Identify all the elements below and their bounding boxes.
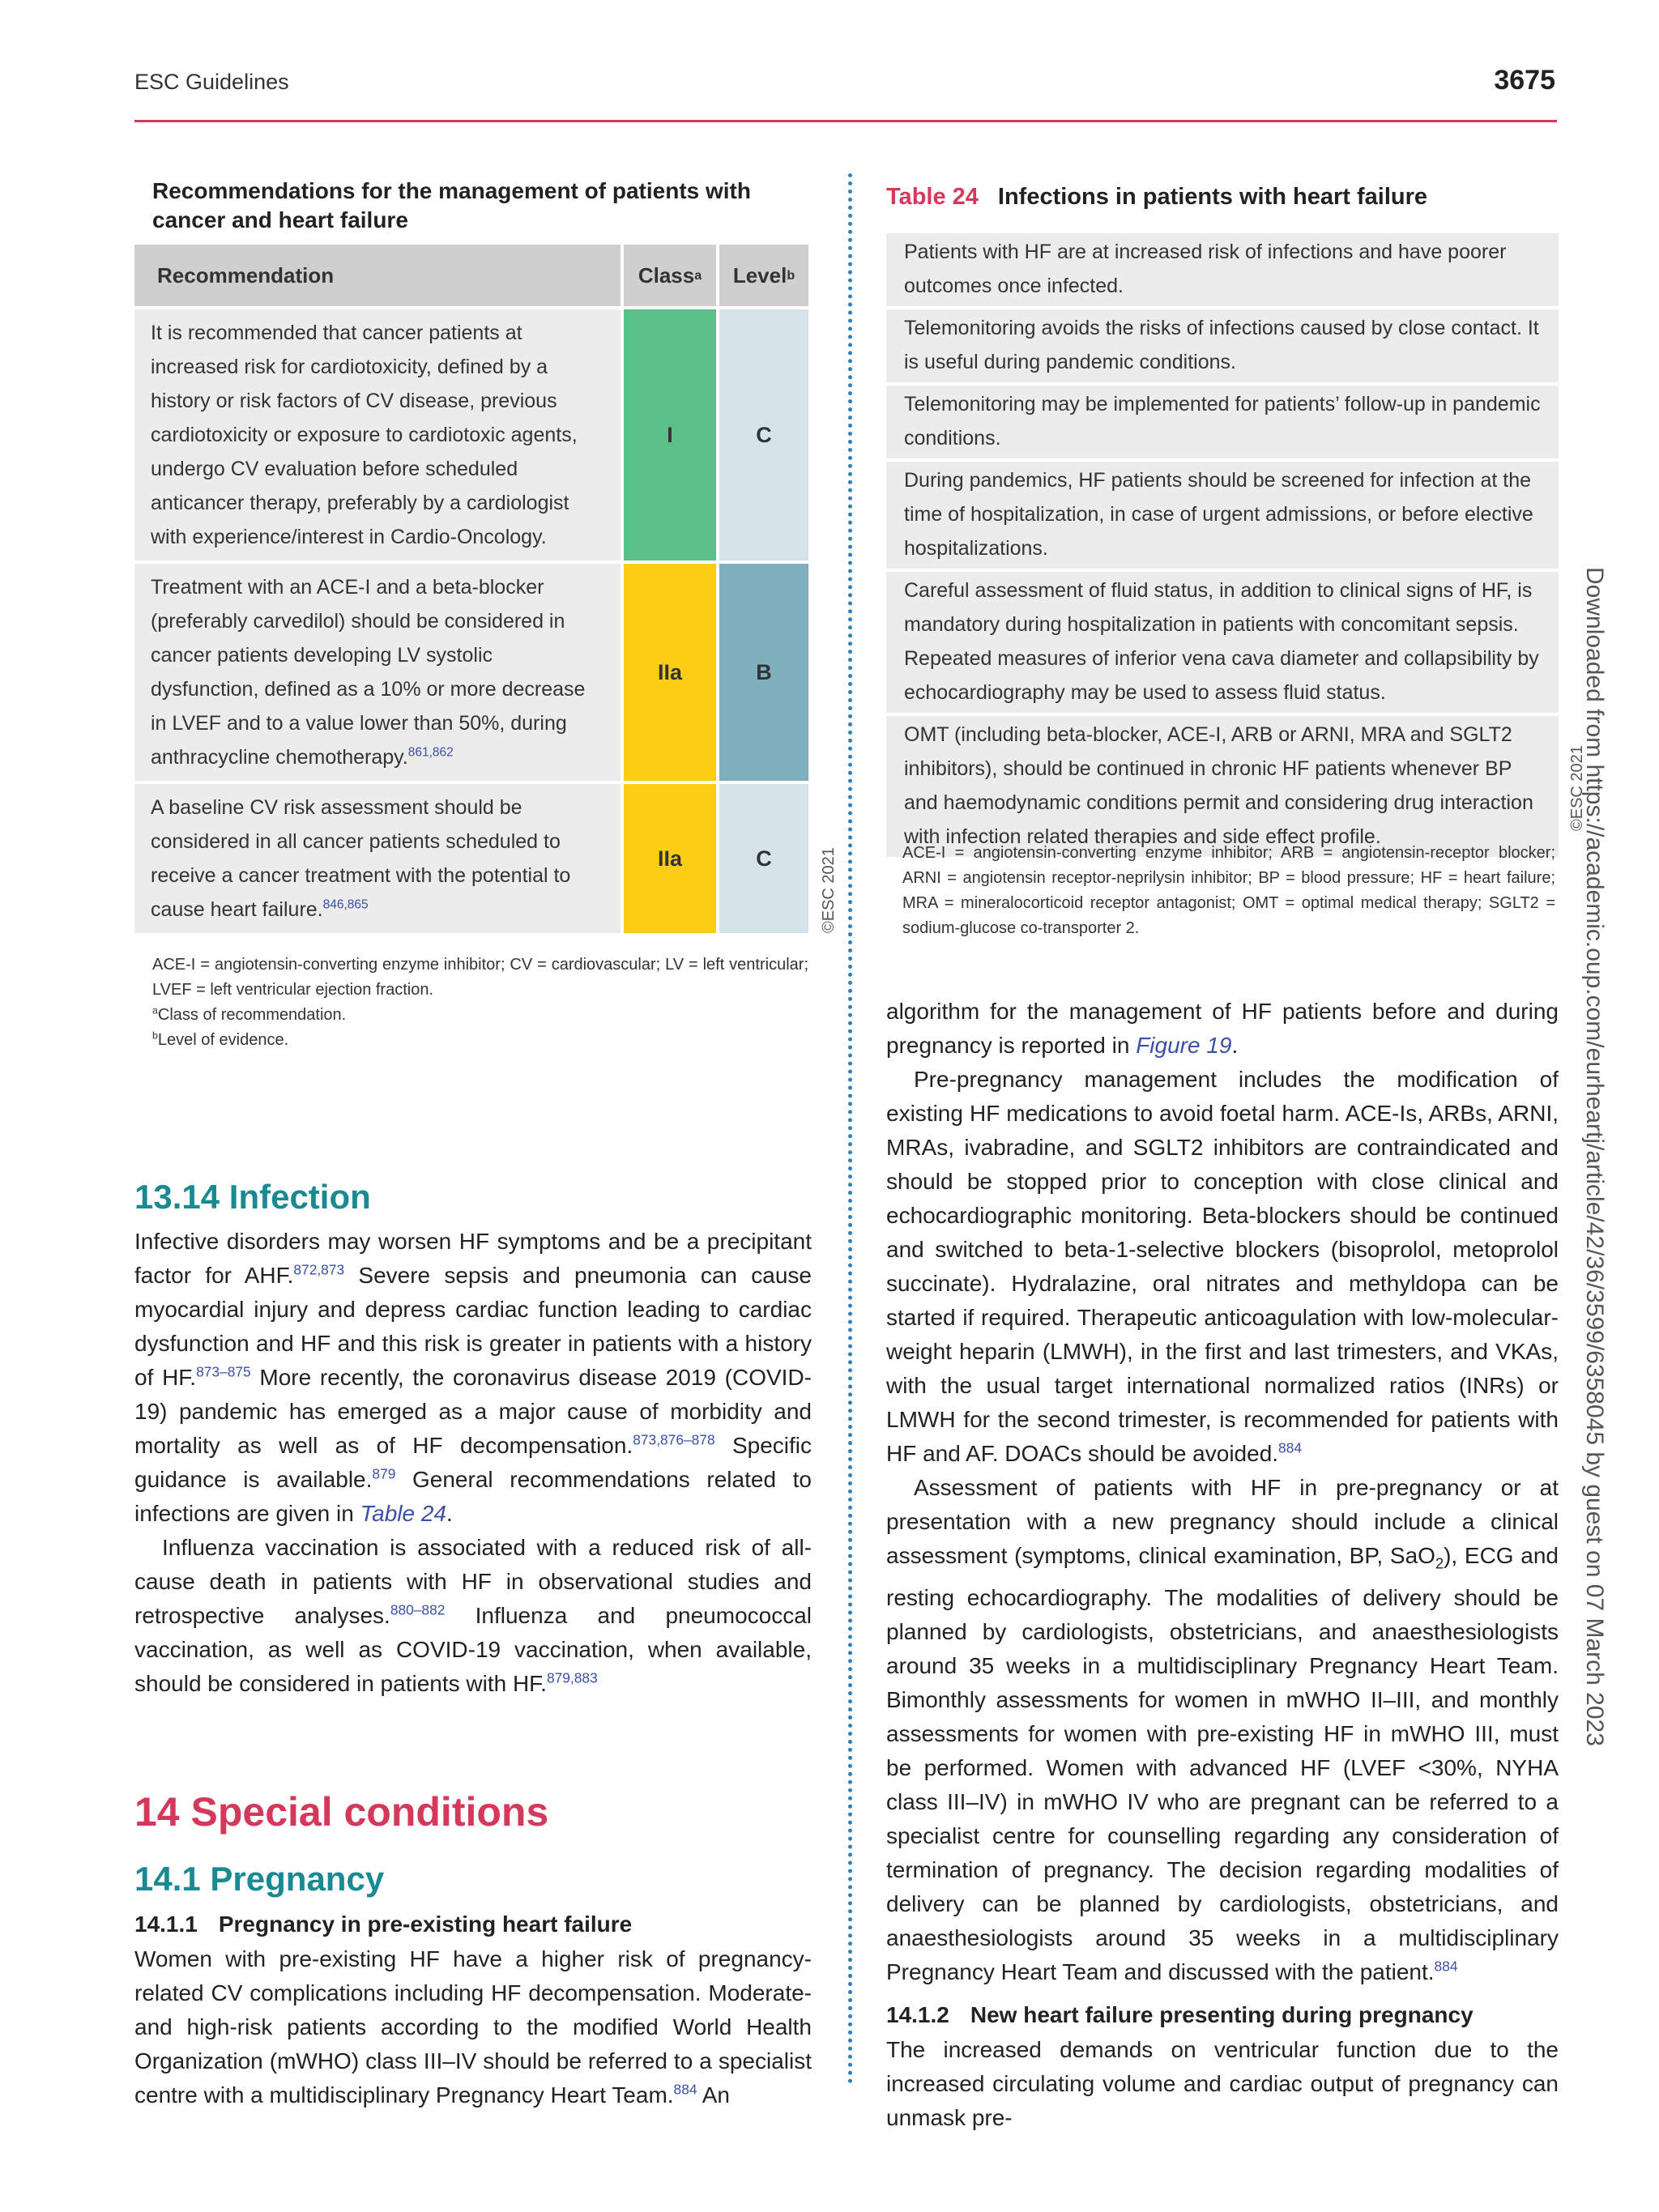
section-heading-14-1: 14.1 Pregnancy (134, 1860, 385, 1898)
table-row: Careful assessment of fluid status, in addition to clinical signs of HF, is mandatory during hospitalization in patients with concomitant sepsis. Repeated measures of inferior vena cava diameter and collapsibility by echocardiography may be used to assess fluid status. (886, 572, 1559, 713)
section-13-14-body (134, 1225, 812, 1701)
col-header-class: Class a (624, 245, 716, 306)
table24 (886, 233, 1559, 860)
rec-text: It is recommended that cancer patients at increased risk for cardiotoxicity, defined by a history or risk factors of CV disease, previous cardiotoxicity or exposure to cardiotoxic agents, undergo CV evaluation before scheduled anticancer therapy, preferably by a cardiologist with experience/interest in Cardio-Oncology. (134, 309, 621, 560)
citation[interactable]: 884 (1278, 1439, 1303, 1456)
table24-title: Table 24 Infections in patients with heart failure (886, 184, 1428, 210)
rec-text: A baseline CV risk assessment should be considered in all cancer patients scheduled to receive a cancer treatment with the potential to cause heart failure.$^{846,865}$ (134, 784, 621, 933)
section-heading-14: 14 Special conditions (134, 1789, 549, 1835)
subsection-heading-14-1-1: 14.1.1 Pregnancy in pre-existing heart failure (134, 1912, 633, 1937)
section-heading-13-14: 13.14 Infection (134, 1178, 371, 1216)
col-header-recommendation: Recommendation (134, 245, 621, 306)
table-row (134, 309, 808, 560)
table-row: OMT (including beta-blocker, ACE-I, ARB or ARNI, MRA and SGLT2 inhibitors), should be continued in chronic HF patients whenever BP and haemodynamic conditions permit and considering drug interaction with infection related therapies and side effect profile. (886, 716, 1559, 857)
paragraph: Assessment of patients with HF in pre-pregnancy or at presentation with a new pregnancy should include a clinical assessment (symptoms, clinical examination, BP, SaO$_2$), ECG and resting echocardiography. The modalities of delivery should be planned by cardiologists, obstetricians, and anaesthesiologists around 35 weeks in a multidisciplinary Pregnancy Heart Team. Bimonthly assessments for women in mWHO II–III, and monthly assessments for women with pre-existing HF in mWHO III, must be performed. Women with advanced HF (LVEF <30%, NYHA class III–IV) in mWHO IV who are pregnant can be referred to a specialist centre for counselling regarding any consideration of termination of pregnancy. The decision regarding modalities of delivery can be planned by cardiologists, obstetricians, and anaesthesiologists around 35 weeks in a multidisciplinary Pregnancy Heart Team and discussed with the patient.$^{884}$ (886, 1475, 1559, 1984)
header-rule (134, 120, 1557, 122)
col-header-level: Level b (719, 245, 808, 306)
paragraph: The increased demands on ventricular function due to the increased circulating volume and cardiac output of pregnancy can unmask pre- (886, 2037, 1559, 2130)
class-cell: IIa (624, 564, 716, 781)
right-column-body (886, 995, 1559, 1989)
rec-table-header (134, 245, 808, 306)
citation[interactable]: 861,862 (407, 745, 454, 760)
citation[interactable]: 880–882 (390, 1601, 446, 1618)
section-14-1-1-body (134, 1942, 812, 2112)
citation[interactable]: 873,876–878 (633, 1431, 715, 1448)
footnote-b: $^b$Level of evidence. (152, 1029, 289, 1049)
citation[interactable]: 879,883 (546, 1669, 598, 1686)
table-row: Patients with HF are at increased risk of infections and have poorer outcomes once infected. (886, 233, 1559, 306)
esc-copyright-rec-table: ©ESC 2021 (820, 847, 838, 933)
table-row (134, 564, 808, 781)
column-divider (848, 173, 852, 2085)
level-cell: C (719, 309, 808, 560)
recommendations-table (134, 245, 808, 933)
figure-link[interactable]: Figure 19 (1136, 1033, 1232, 1058)
page-number: 3675 (1494, 65, 1555, 96)
table24-footnote: ACE-I = angiotensin-converting enzyme inhibitor; ARB = angiotensin-receptor blocker; ARNI = angiotensin receptor-neprilysin inhibitor; BP = blood pressure; HF = heart failure; MRA = mineralocorticoid receptor antagonist; OMT = optimal medical therapy; SGLT2 = sodium-glucose co-transporter 2. (902, 844, 1555, 937)
rec-table-footnotes (152, 953, 808, 1053)
subsection-heading-14-1-2: 14.1.2 New heart failure presenting during pregnancy (886, 2002, 1473, 2027)
table-row (134, 784, 808, 933)
class-cell: I (624, 309, 716, 560)
level-cell: B (719, 564, 808, 781)
paragraph: Women with pre-existing HF have a higher risk of pregnancy-related CV complications including HF decompensation. Moderate- and high-risk patients according to the modified World Health Organization (mWHO) class III–IV should be referred to a specialist centre with a multidisciplinary Pregnancy Heart Team.$^{884}$ An (134, 1946, 812, 2108)
download-watermark: Downloaded from https://academic.oup.com/eurheartj/article/42/36/3599/6358045 by guest on 07 March 2023 (1581, 567, 1608, 1746)
rec-text: Treatment with an ACE-I and a beta-blocker (preferably carvedilol) should be considered in cancer patients developing LV systolic dysfunction, defined as a 10% or more decrease in LVEF and to a value lower than 50%, during anthracycline chemotherapy.$^{861,862}$ (134, 564, 621, 781)
section-14-1-2-body (886, 2033, 1559, 2135)
level-cell: C (719, 784, 808, 933)
table-row: During pandemics, HF patients should be screened for infection at the time of hospitalization, in case of urgent admissions, or before elective hospitalizations. (886, 462, 1559, 569)
table-row: Telemonitoring avoids the risks of infections caused by close contact. It is useful during pandemic conditions. (886, 309, 1559, 382)
citation[interactable]: 872,873 (293, 1261, 345, 1278)
citation[interactable]: 846,865 (322, 897, 369, 912)
citation[interactable]: 884 (1434, 1958, 1458, 1975)
paragraph: Influenza vaccination is associated with a reduced risk of all-cause death in patients with HF in observational studies and retrospective analyses.$^{880-882}$ Influenza and pneumococcal vaccination, as well as COVID-19 vaccination, when available, should be considered in patients with HF.$^{879,883}$ (134, 1535, 812, 1696)
footnote-abbrev: ACE-I = angiotensin-converting enzyme inhibitor; CV = cardiovascular; LV = left ventricular; LVEF = left ventricular ejection fraction. (152, 956, 808, 999)
esc-copyright-table24: ©ESC 2021 (1568, 745, 1586, 831)
citation[interactable]: 879 (372, 1465, 396, 1482)
class-cell: IIa (624, 784, 716, 933)
rec-table-title: Recommendations for the management of patients with cancer and heart failure (152, 178, 751, 232)
table-link[interactable]: Table 24 (360, 1501, 447, 1526)
running-header-journal: ESC Guidelines (134, 70, 289, 94)
paragraph: Infective disorders may worsen HF symptoms and be a precipitant factor for AHF.$^{872,873}$ Severe sepsis and pneumonia can cause myocardial injury and depress cardiac function leading to cardiac dysfunction and HF and this risk is greater in patients with a history of HF.$^{873-875}$ More recently, the coronavirus disease 2019 (COVID-19) pandemic has emerged as a major cause of morbidity and mortality as well as of HF decompensation.$^{873,876-878}$ Specific guidance is available.$^{879}$ General recommendations related to infections are given in Table 24. (134, 1229, 812, 1526)
paragraph: Pre-pregnancy management includes the modification of existing HF medications to avoid foetal harm. ACE-Is, ARBs, ARNI, MRAs, ivabradine, and SGLT2 inhibitors are contraindicated and should be stopped prior to conception with close clinical and echocardiographic monitoring. Beta-blockers should be continued and switched to beta-1-selective blockers (bisoprolol, metoprolol succinate). Hydralazine, oral nitrates and methyldopa can be started if required. Therapeutic anticoagulation with low-molecular-weight heparin (LMWH), in the first and last trimesters, and VKAs, with the usual target international normalized ratios (INRs) or LMWH for the second trimester, is recommended for patients with HF and AF. DOACs should be avoided.$^{884}$ (886, 1067, 1559, 1466)
citation[interactable]: 884 (673, 2081, 697, 2098)
footnote-a: $^a$Class of recommendation. (152, 1004, 347, 1024)
table-row: Telemonitoring may be implemented for patients’ follow-up in pandemic conditions. (886, 386, 1559, 458)
citation[interactable]: 873–875 (196, 1363, 251, 1380)
paragraph: algorithm for the management of HF patients before and during pregnancy is reported in Figure 19. (886, 999, 1559, 1058)
